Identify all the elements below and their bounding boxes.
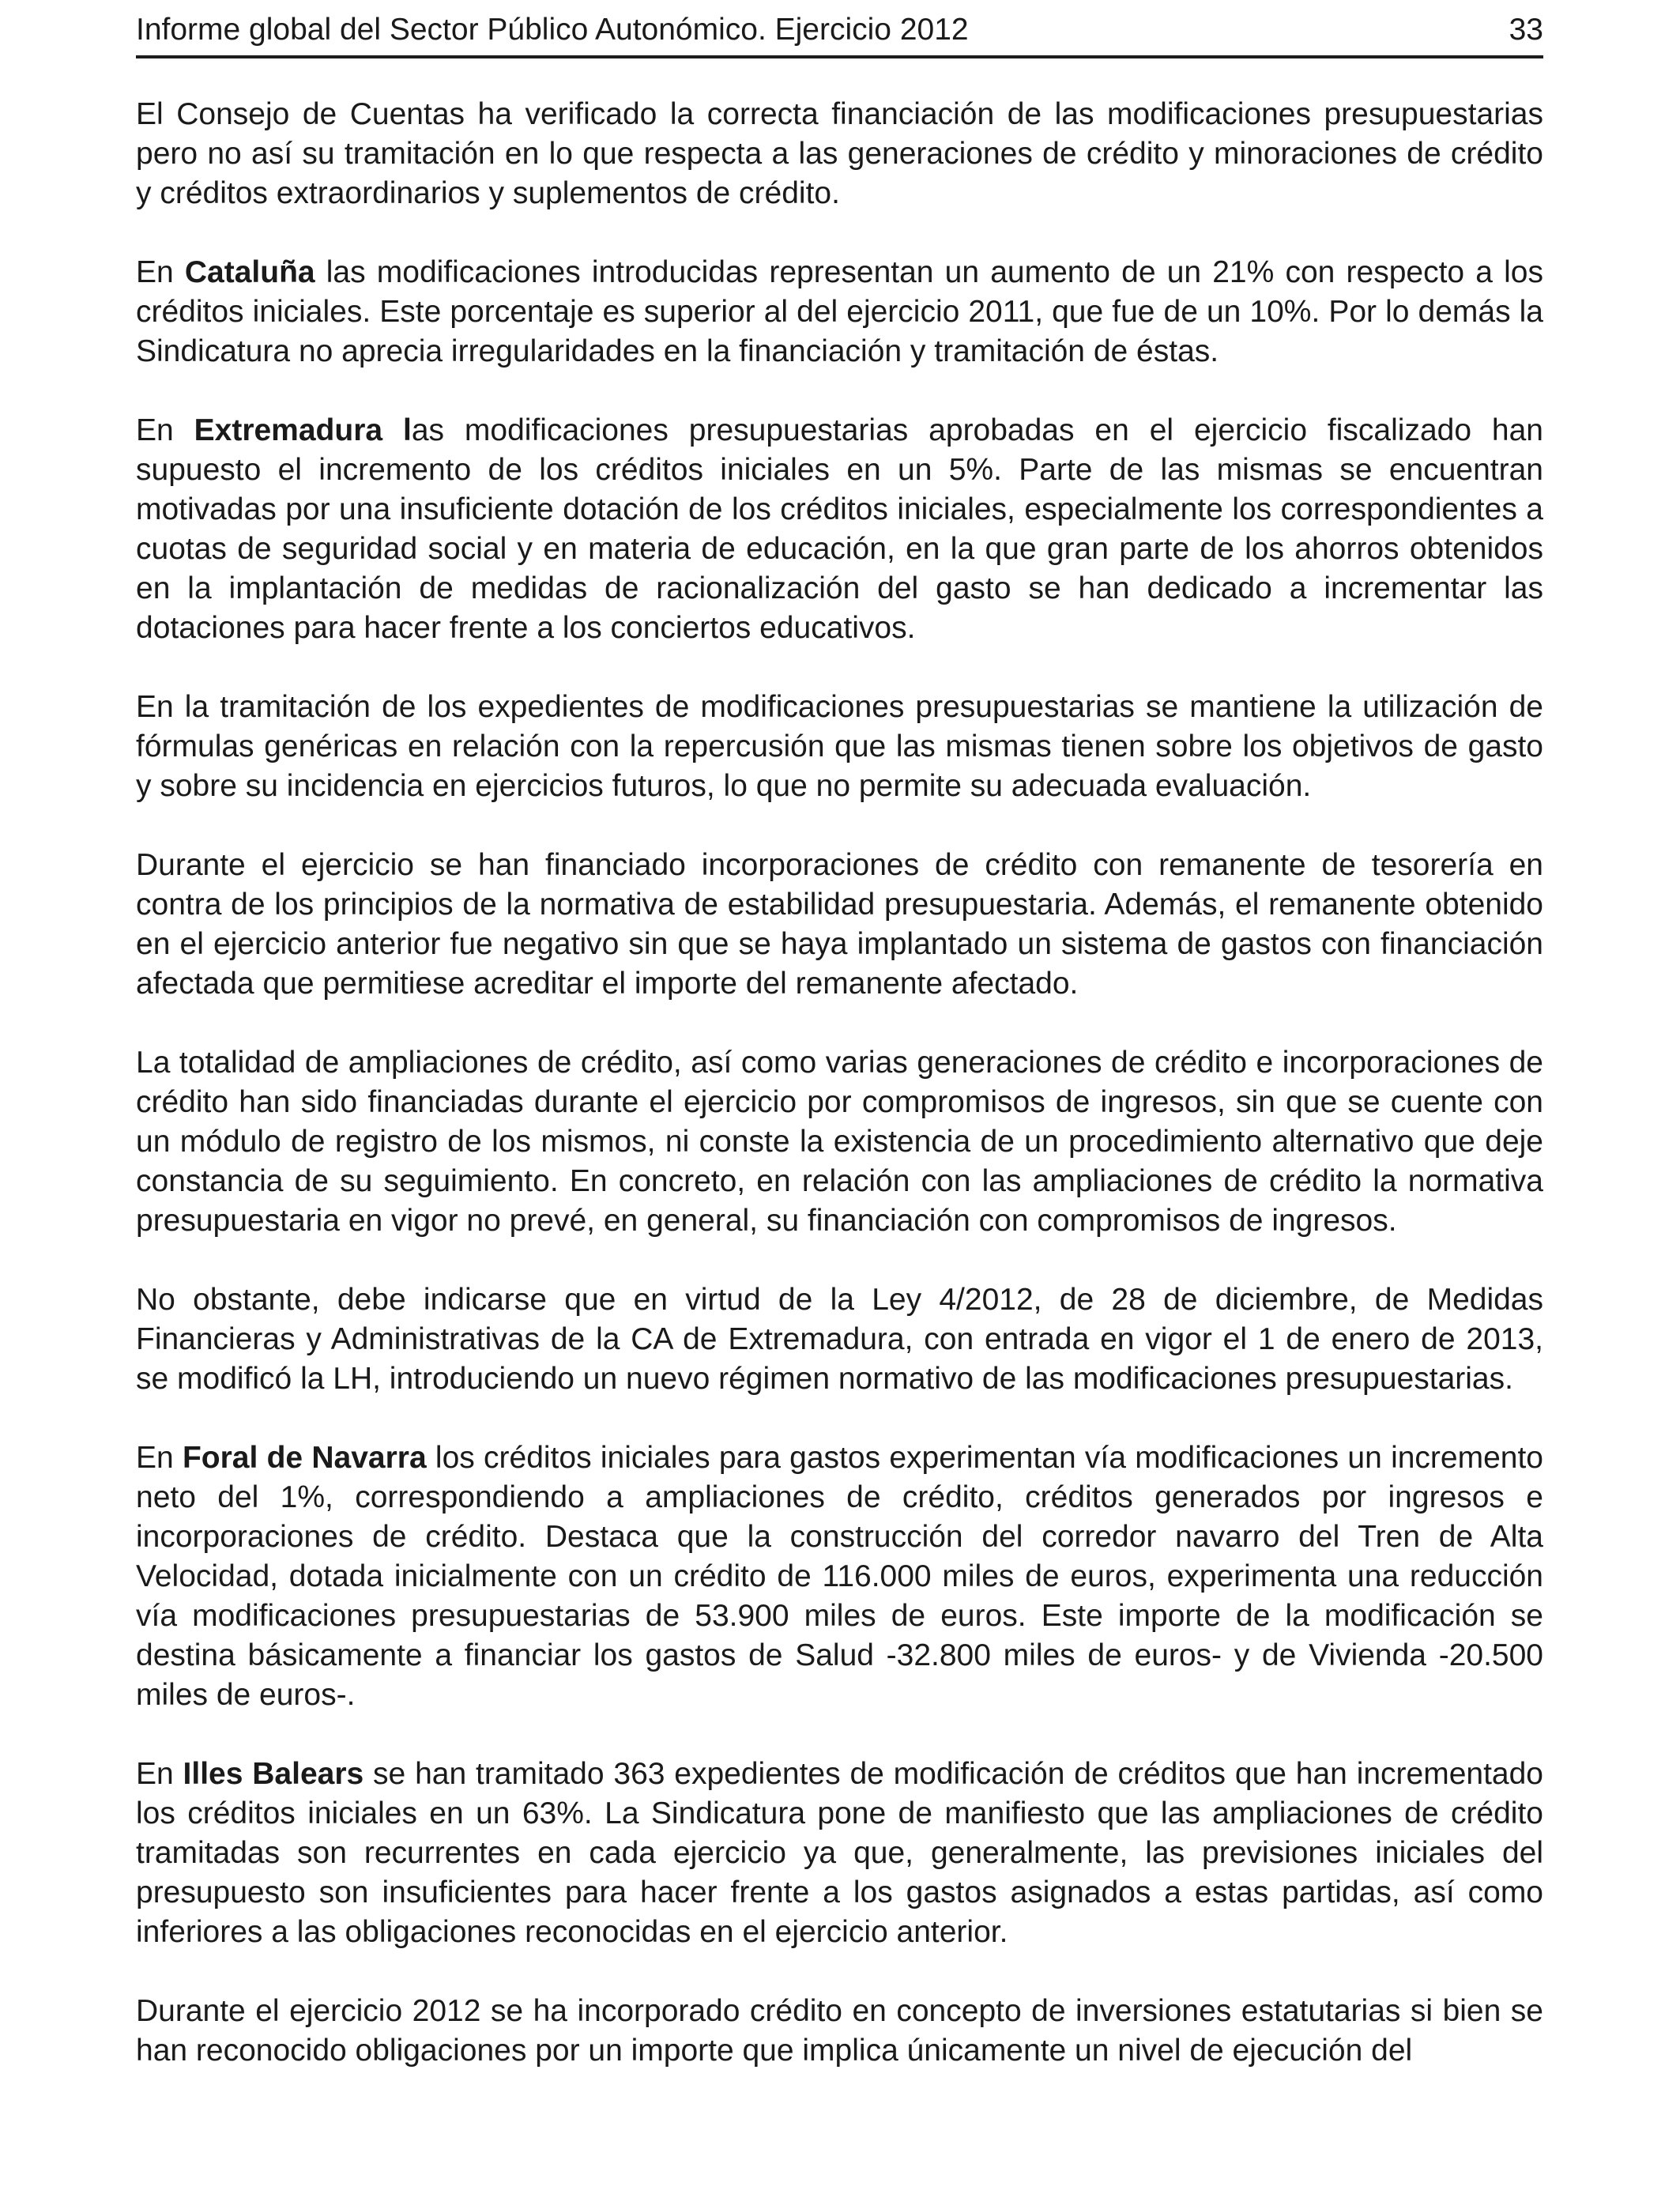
- text-run: Durante el ejercicio 2012 se ha incorporado crédito en concepto de inversiones estatutarias si bien se han reconocido obligaciones por un importe que implica únicamente un nivel de ejecución del: [136, 1994, 1543, 2068]
- page-header: [136, 14, 1543, 58]
- document-body: [136, 95, 1543, 2110]
- body-paragraph: [136, 1438, 1543, 1715]
- text-run: El Consejo de Cuentas ha verificado la correcta financiación de las modificaciones presupuestarias pero no así su tramitación en lo que respecta a las generaciones de crédito y minoraciones de crédito y créditos extraordinarios y suplementos de crédito.: [136, 97, 1543, 210]
- body-paragraph: [136, 1043, 1543, 1241]
- text-run: La totalidad de ampliaciones de crédito, así como varias generaciones de crédito e incorporaciones de crédito han sido financiadas durante el ejercicio por compromisos de ingresos, sin que se cuente con un módulo de registro de los mismos, ni conste la existencia de un procedimiento alternativo que deje constancia de su seguimiento. En concreto, en relación con las ampliaciones de crédito la normativa presupuestaria en vigor no prevé, en general, su financiación con compromisos de ingresos.: [136, 1046, 1543, 1238]
- text-run: En: [136, 255, 185, 289]
- text-run: En la tramitación de los expedientes de modificaciones presupuestarias se mantiene la utilización de fórmulas genéricas en relación con la repercusión que las mismas tienen sobre los objetivos de gasto y sobre su incidencia en ejercicios futuros, lo que no permite su adecuada evaluación.: [136, 690, 1543, 803]
- text-run: as modificaciones presupuestarias aprobadas en el ejercicio fiscalizado han supuesto el incremento de los créditos iniciales en un 5%. Parte de las mismas se encuentran motivadas por una insuficiente dotación de los créditos iniciales, especialmente los correspondientes a cuotas de seguridad social y en materia de educación, en la que gran parte de los ahorros obtenidos en la implantación de medidas de racionalización del gasto se han dedicado a incrementar las dotaciones para hacer frente a los conciertos educativos.: [136, 413, 1543, 645]
- text-run: los créditos iniciales para gastos experimentan vía modificaciones un incremento neto del 1%, correspondiendo a ampliaciones de crédito, créditos generados por ingresos e incorporaciones de crédito. Destaca que la construcción del corredor navarro del Tren de Alta Velocidad, dotada inicialmente con un crédito de 116.000 miles de euros, experimenta una reducción vía modificaciones presupuestarias de 53.900 miles de euros. Este importe de la modificación se destina básicamente a financiar los gastos de Salud -32.800 miles de euros- y de Vivienda -20.500 miles de euros-.: [136, 1441, 1543, 1712]
- text-run: En: [136, 1757, 183, 1791]
- bold-text-run: Cataluña: [184, 255, 315, 289]
- body-paragraph: [136, 1992, 1543, 2071]
- text-run: No obstante, debe indicarse que en virtud de la Ley 4/2012, de 28 de diciembre, de Medidas Financieras y Administrativas de la CA de Extremadura, con entrada en vigor el 1 de enero de 2013, se modificó la LH, introduciendo un nuevo régimen normativo de las modificaciones presupuestarias.: [136, 1283, 1543, 1396]
- bold-text-run: Extremadura l: [194, 413, 412, 447]
- body-paragraph: [136, 253, 1543, 371]
- page-number: 33: [1509, 13, 1543, 47]
- body-paragraph: [136, 1755, 1543, 1952]
- body-paragraph: [136, 846, 1543, 1004]
- body-paragraph: [136, 95, 1543, 213]
- bold-text-run: Illes Balears: [183, 1757, 364, 1791]
- text-run: En: [136, 1441, 183, 1475]
- text-run: En: [136, 413, 194, 447]
- text-run: se han tramitado 363 expedientes de modificación de créditos que han incrementado los créditos iniciales en un 63%. La Sindicatura pone de manifiesto que las ampliaciones de crédito tramitadas son recurrentes en cada ejercicio ya que, generalmente, las previsiones iniciales del presupuesto son insuficientes para hacer frente a los gastos asignados a estas partidas, así como inferiores a las obligaciones reconocidas en el ejercicio anterior.: [136, 1757, 1543, 1949]
- body-paragraph: [136, 411, 1543, 648]
- bold-text-run: Foral de Navarra: [182, 1441, 427, 1475]
- text-run: Durante el ejercicio se han financiado incorporaciones de crédito con remanente de tesorería en contra de los principios de la normativa de estabilidad presupuestaria. Además, el remanente obtenido en el ejercicio anterior fue negativo sin que se haya implantado un sistema de gastos con financiación afectada que permitiese acreditar el importe del remanente afectado.: [136, 848, 1543, 1001]
- text-run: las modificaciones introducidas representan un aumento de un 21% con respecto a los créditos iniciales. Este porcentaje es superior al del ejercicio 2011, que fue de un 10%. Por lo demás la Sindicatura no aprecia irregularidades en la financiación y tramitación de éstas.: [136, 255, 1543, 368]
- body-paragraph: [136, 688, 1543, 806]
- body-paragraph: [136, 1280, 1543, 1399]
- running-title: Informe global del Sector Público Autonómico. Ejercicio 2012: [136, 13, 969, 47]
